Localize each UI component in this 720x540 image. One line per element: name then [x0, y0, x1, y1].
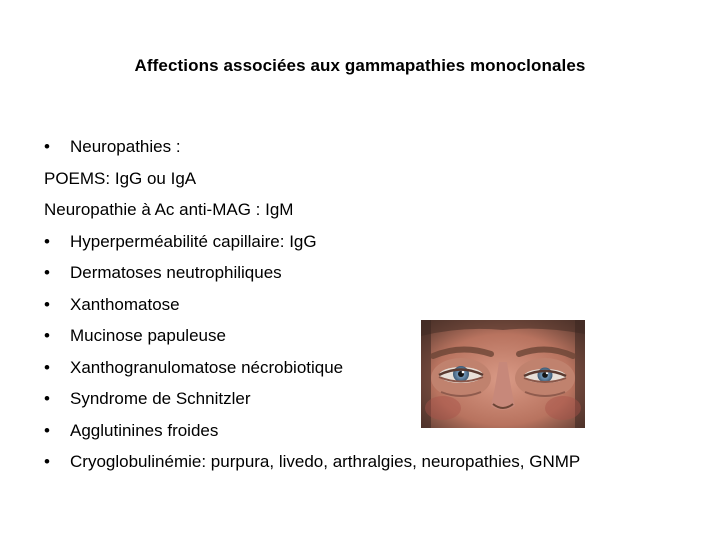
- slide-title: Affections associées aux gammapathies monoclonales: [134, 56, 586, 75]
- list-item-label: Xanthogranulomatose nécrobiotique: [70, 357, 344, 377]
- list-item-label: Mucinose papuleuse: [70, 326, 226, 345]
- list-item-label: Hyperperméabilité capillaire: IgG: [70, 231, 317, 251]
- bullet-icon: •: [44, 389, 50, 408]
- list-item-label: Cryoglobulinémie: purpura, livedo, arthralgies, neuropathies, GNMP: [70, 452, 581, 471]
- list-item-label: Agglutinines froides: [70, 420, 219, 440]
- sub-line-anti-mag: Neuropathie à Ac anti-MAG : IgM: [44, 200, 294, 219]
- bullet-icon: •: [44, 231, 50, 251]
- bullet-icon: •: [44, 294, 50, 314]
- list-item-neuropathies: [44, 131, 664, 163]
- bullet-icon: •: [44, 452, 50, 471]
- list-item-label: Dermatoses neutrophiliques: [70, 263, 282, 282]
- face-eyes-photo: [421, 320, 585, 428]
- bullet-icon: •: [44, 263, 50, 282]
- list-item-cryoglobulinemie: [44, 446, 630, 478]
- bullet-icon: •: [44, 137, 50, 156]
- bullet-icon: •: [44, 357, 50, 377]
- list-item-label: Syndrome de Schnitzler: [70, 389, 251, 408]
- list-item-dermatoses: [44, 257, 664, 289]
- sub-line-poems: POEMS: IgG ou IgA: [44, 168, 197, 188]
- bullet-icon: •: [44, 420, 50, 440]
- bullet-icon: •: [44, 326, 50, 345]
- list-item-hyperpermeabilite: [44, 226, 664, 258]
- list-item-label: Neuropathies :: [70, 137, 181, 156]
- list-item-label: Xanthomatose: [70, 294, 180, 314]
- list-item-xanthomatose: [44, 289, 664, 321]
